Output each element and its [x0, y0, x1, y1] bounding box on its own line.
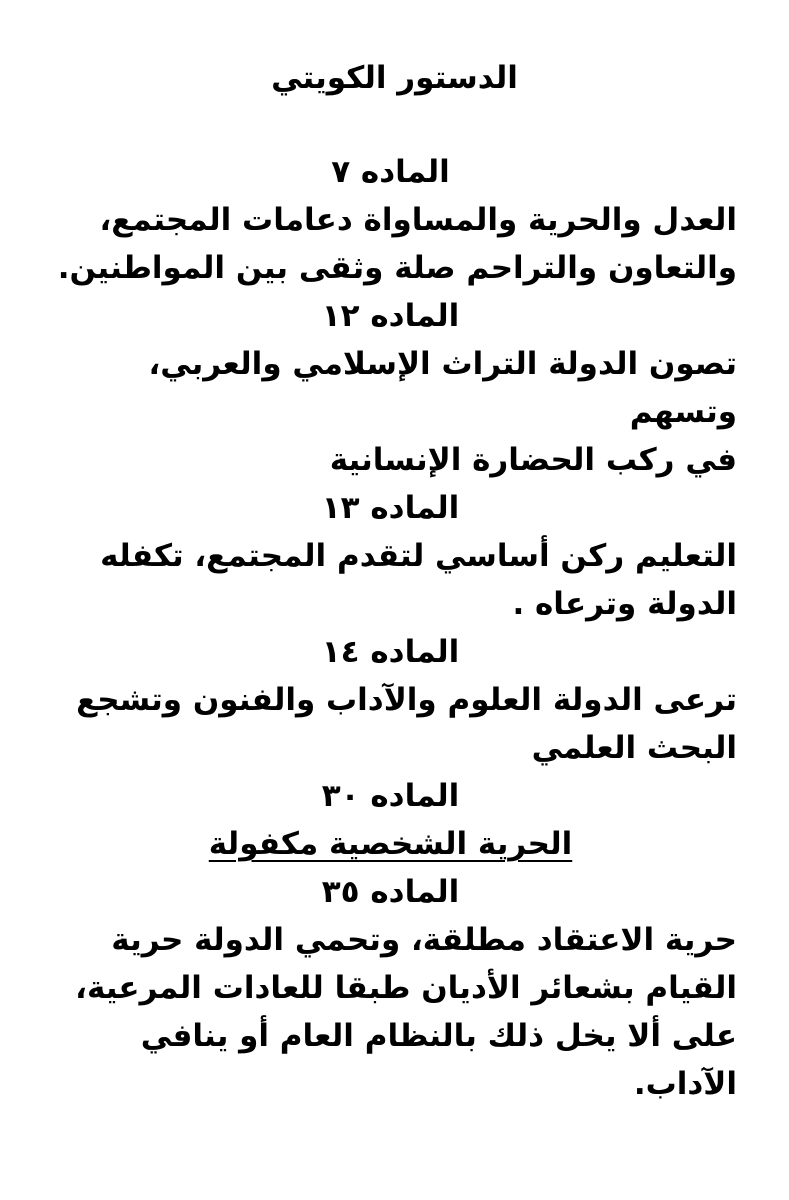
article-heading: الماده ١٤ [321, 634, 460, 670]
article-7 [44, 148, 737, 292]
article-line: البحث العلمي [531, 730, 737, 766]
article-heading: الماده ١٣ [321, 490, 460, 526]
article-line: التعليم ركن أساسي لتقدم المجتمع، تكفله [100, 538, 737, 574]
article-line: العدل والحرية والمساواة دعامات المجتمع، [99, 202, 737, 238]
article-heading: الماده ٣٥ [321, 874, 460, 910]
document-body [44, 148, 737, 1108]
document-title: الدستور الكويتي [271, 60, 518, 96]
article-14 [44, 628, 737, 772]
underlined-line [44, 820, 737, 868]
article-35 [44, 868, 737, 1108]
article-heading: الماده ٣٠ [321, 778, 460, 814]
article-line: على ألا يخل ذلك بالنظام العام أو ينافي الآداب. [140, 1018, 737, 1102]
article-line: الدولة وترعاه . [512, 586, 737, 622]
article-30 [44, 772, 737, 868]
article-12 [44, 292, 737, 484]
article-line: القيام بشعائر الأديان طبقا للعادات المرعية، [75, 970, 737, 1006]
underlined-text: الحرية الشخصية مكفولة [208, 826, 573, 862]
article-line: والتعاون والتراحم صلة وثقى بين المواطنين. [57, 250, 737, 286]
article-13 [44, 484, 737, 628]
article-line: حرية الاعتقاد مطلقة، وتحمي الدولة حرية [111, 922, 737, 958]
article-heading: الماده ١٢ [321, 298, 460, 334]
article-line: في ركب الحضارة الإنسانية [329, 442, 737, 478]
article-heading: الماده ٧ [331, 154, 450, 190]
article-line: ترعى الدولة العلوم والآداب والفنون وتشجع [76, 682, 737, 718]
article-line: تصون الدولة التراث الإسلامي والعربي، وتسهم [148, 346, 737, 430]
